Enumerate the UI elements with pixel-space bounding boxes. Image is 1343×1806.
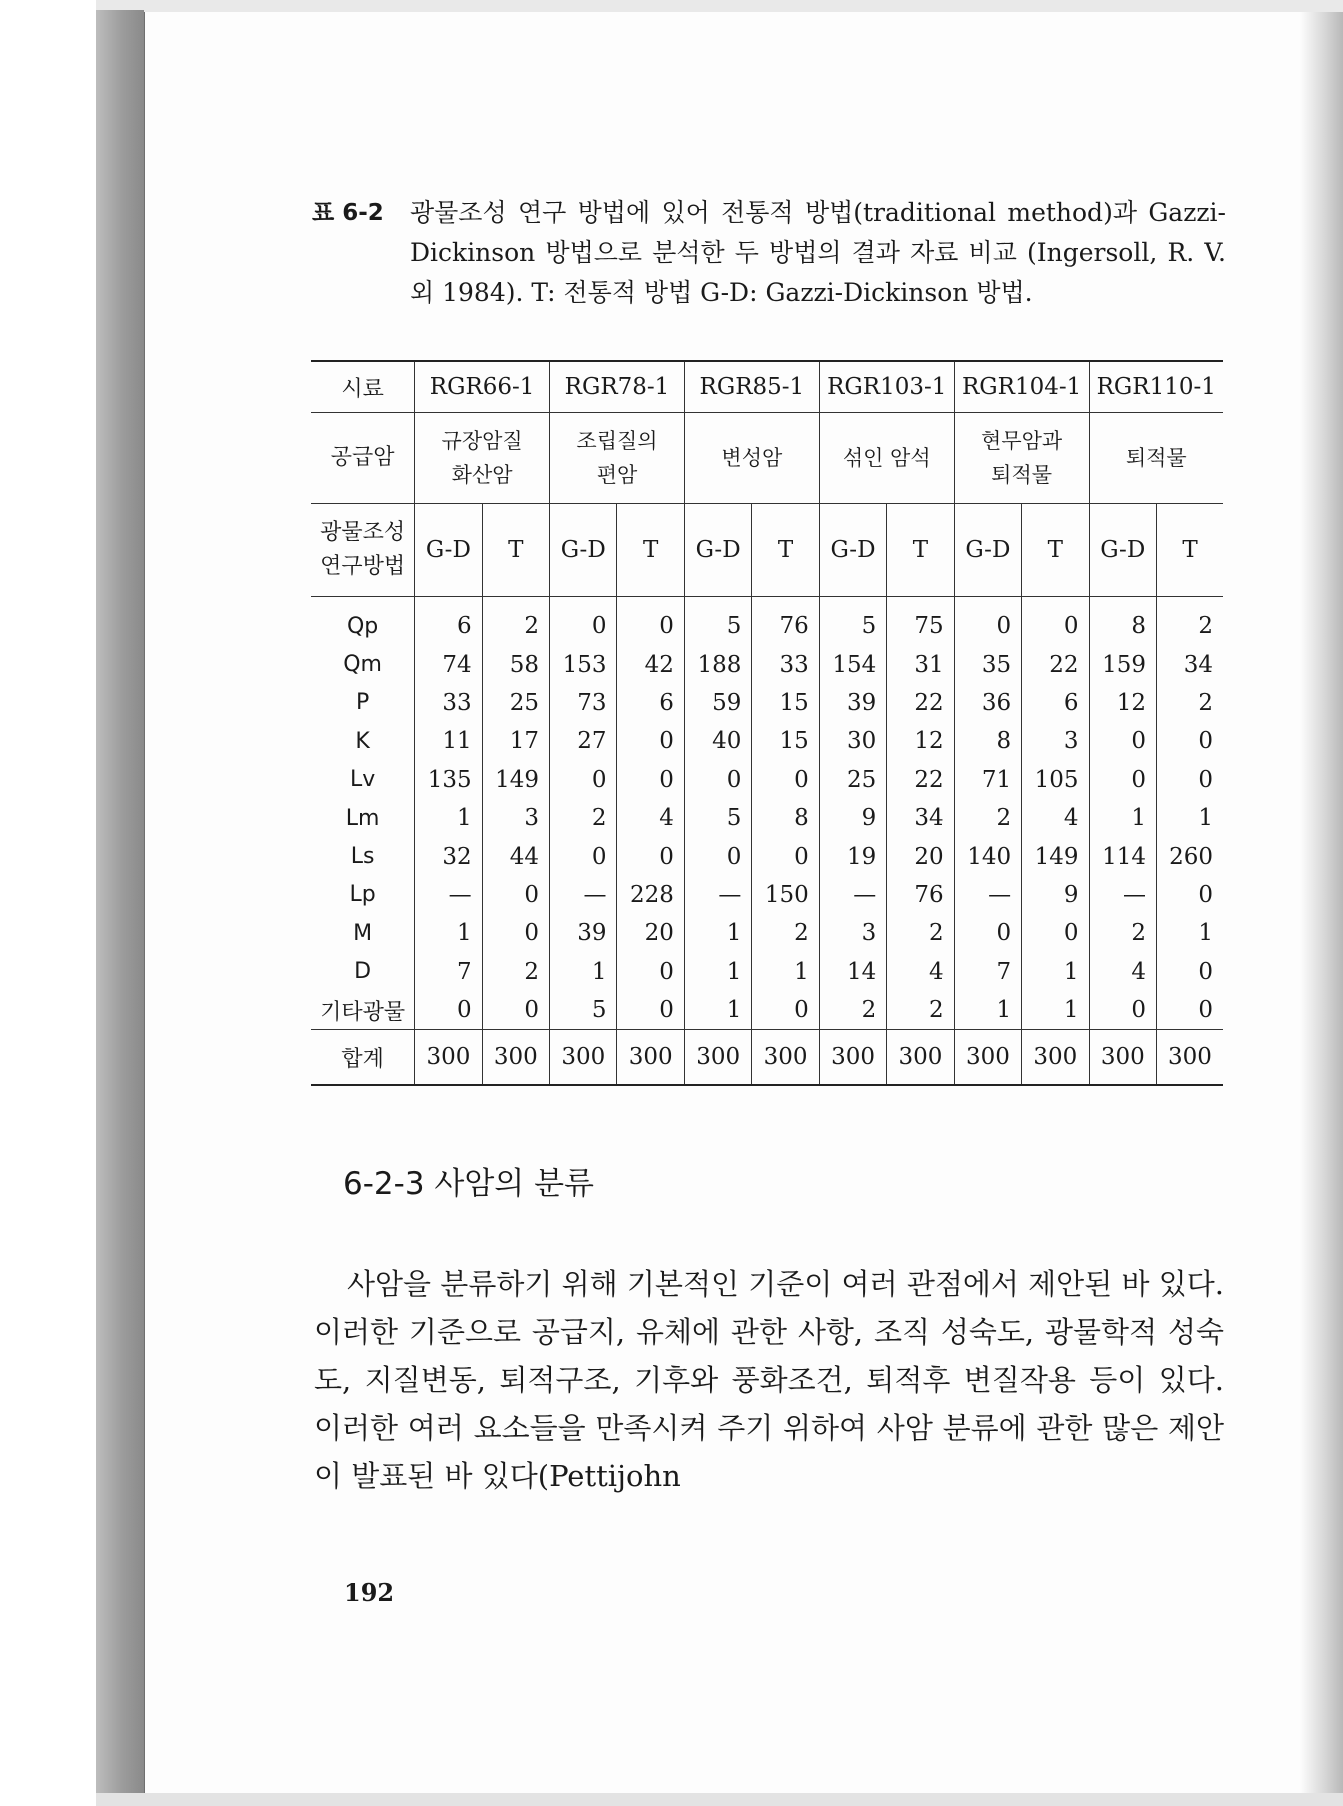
table-cell: 0 (1022, 914, 1089, 952)
table-cell: 1 (1022, 991, 1089, 1030)
mineral-label: 기타광물 (320, 999, 406, 1025)
table-cell: 75 (887, 597, 954, 646)
table-cell: 36 (954, 684, 1021, 722)
table-cell: 1 (1089, 799, 1156, 837)
table-cell: 2 (887, 914, 954, 952)
table-row (311, 645, 1223, 683)
table-cell: 1 (415, 799, 482, 837)
table-cell: 2 (819, 991, 886, 1030)
table-cell: 22 (1022, 645, 1089, 683)
table-cell: 2 (550, 799, 617, 837)
table-cell: 154 (819, 645, 886, 683)
table-cell: 9 (819, 799, 886, 837)
table-cell: 20 (617, 914, 684, 952)
table-cell: — (1089, 876, 1156, 914)
table-cell: 140 (954, 837, 1021, 875)
table-cell: 7 (415, 953, 482, 991)
table-cell: 2 (954, 799, 1021, 837)
total-cell: 300 (482, 1030, 549, 1086)
table-cell: 0 (1156, 722, 1223, 760)
table-cell: 15 (752, 722, 819, 760)
table-cell: 19 (819, 837, 886, 875)
table-cell: 0 (617, 953, 684, 991)
caption-text: 광물조성 연구 방법에 있어 전통적 방법(traditional method)과 Gazzi-Dickinson 방법으로 분석한 두 방법의 결과 자료 비교 (Ingersoll, R. V. 외 1984). T: 전통적 방법 G-D: Gazzi-Dickinson 방법. (410, 198, 1226, 307)
table-cell: 228 (617, 876, 684, 914)
table-cell: 3 (482, 799, 549, 837)
method-header: G-D (954, 504, 1021, 597)
table-cell: 25 (482, 684, 549, 722)
table-cell: 5 (550, 991, 617, 1030)
table-cell: 0 (1156, 953, 1223, 991)
table-cell: 0 (752, 837, 819, 875)
table-cell: 135 (415, 761, 482, 799)
book-bottom-edge (96, 1793, 1343, 1806)
method-header: T (1156, 504, 1223, 597)
total-label: 합계 (311, 1030, 415, 1086)
table-cell: 2 (887, 991, 954, 1030)
book-spine-edge (96, 10, 144, 1795)
source-label: 공급암 (311, 413, 415, 504)
method-header: T (482, 504, 549, 597)
table-cell: 0 (954, 597, 1021, 646)
table-cell: 0 (617, 837, 684, 875)
page-number: 192 (344, 1578, 395, 1607)
table-cell: 0 (482, 914, 549, 952)
table-cell: 58 (482, 645, 549, 683)
table-cell: 4 (1089, 953, 1156, 991)
mineral-label: Lm (345, 805, 380, 831)
table-cell: 0 (415, 991, 482, 1030)
sample-header: RGR110-1 (1089, 361, 1223, 413)
table-cell: 34 (1156, 645, 1223, 683)
table-cell: 0 (482, 991, 549, 1030)
table-cell: 0 (684, 761, 751, 799)
total-cell: 300 (1089, 1030, 1156, 1086)
table-cell: 34 (887, 799, 954, 837)
method-label: 광물조성 연구방법 (311, 504, 415, 597)
table-cell: 20 (887, 837, 954, 875)
table-cell: 12 (1089, 684, 1156, 722)
sample-header: RGR104-1 (954, 361, 1089, 413)
table-cell: 149 (1022, 837, 1089, 875)
method-header: T (1022, 504, 1089, 597)
table-cell: 0 (1156, 991, 1223, 1030)
method-header: G-D (1089, 504, 1156, 597)
table-cell: 11 (415, 722, 482, 760)
method-header: G-D (684, 504, 751, 597)
table-cell: 39 (550, 914, 617, 952)
table-cell: 9 (1022, 876, 1089, 914)
method-header: T (617, 504, 684, 597)
mineral-label: Lv (349, 767, 376, 793)
table-cell: 44 (482, 837, 549, 875)
mineral-label: D (354, 959, 372, 985)
table-cell: — (819, 876, 886, 914)
table-cell: 5 (684, 799, 751, 837)
table-cell: 1 (954, 991, 1021, 1030)
sample-header: RGR78-1 (550, 361, 685, 413)
table-cell: 4 (1022, 799, 1089, 837)
method-header: G-D (415, 504, 482, 597)
table-cell: 15 (752, 684, 819, 722)
table-cell: 2 (752, 914, 819, 952)
source-rock: 현무암과 퇴적물 (954, 413, 1089, 504)
table-cell: 40 (684, 722, 751, 760)
table-cell: 8 (752, 799, 819, 837)
table-cell: 59 (684, 684, 751, 722)
table-cell: 2 (1156, 597, 1223, 646)
table-cell: 105 (1022, 761, 1089, 799)
table-cell: 5 (684, 597, 751, 646)
table-cell: 31 (887, 645, 954, 683)
sample-label: 시료 (311, 361, 415, 413)
page-right-shadow (1300, 12, 1343, 1793)
table-cell: 0 (1022, 597, 1089, 646)
table-cell: 1 (684, 991, 751, 1030)
method-header: T (887, 504, 954, 597)
table-row (311, 722, 1223, 760)
table-cell: 0 (617, 597, 684, 646)
mineral-label: M (353, 920, 373, 946)
table-row (311, 597, 1223, 646)
table-row (311, 876, 1223, 914)
source-rock: 규장암질 화산암 (415, 413, 550, 504)
method-header: G-D (550, 504, 617, 597)
total-cell: 300 (415, 1030, 482, 1086)
table-cell: 1 (752, 953, 819, 991)
table-cell: — (415, 876, 482, 914)
table-cell: 2 (482, 597, 549, 646)
book-top-edge (96, 0, 1343, 12)
section-title: 6-2-3 사암의 분류 (343, 1166, 594, 1202)
table-cell: 0 (482, 876, 549, 914)
table-cell: 0 (752, 761, 819, 799)
table-cell: 0 (1156, 876, 1223, 914)
table-cell: 3 (819, 914, 886, 952)
table-row (311, 684, 1223, 722)
mineral-label: Qp (346, 613, 379, 639)
table-cell: 0 (954, 914, 1021, 952)
table-cell: 6 (617, 684, 684, 722)
table-cell: 188 (684, 645, 751, 683)
sample-header: RGR66-1 (415, 361, 550, 413)
table-cell: 114 (1089, 837, 1156, 875)
table-cell: 2 (1156, 684, 1223, 722)
table-cell: 0 (1089, 761, 1156, 799)
table-cell: 1 (1022, 953, 1089, 991)
table-cell: 25 (819, 761, 886, 799)
table-cell: 1 (684, 914, 751, 952)
table-cell: 27 (550, 722, 617, 760)
mineral-label: Ls (350, 844, 375, 870)
table-cell: 1 (1156, 799, 1223, 837)
table-cell: 74 (415, 645, 482, 683)
mineral-composition-table (311, 360, 1223, 1086)
table-row (311, 991, 1223, 1030)
source-rock: 섞인 암석 (819, 413, 954, 504)
method-header: T (752, 504, 819, 597)
total-cell: 300 (819, 1030, 886, 1086)
table-cell: 73 (550, 684, 617, 722)
mineral-label: Lp (349, 882, 376, 908)
total-cell: 300 (617, 1030, 684, 1086)
table-cell: 0 (684, 837, 751, 875)
total-cell: 300 (1156, 1030, 1223, 1086)
table-cell: 0 (1089, 722, 1156, 760)
table-cell: 3 (1022, 722, 1089, 760)
source-rock: 조립질의 편암 (550, 413, 685, 504)
table-row (311, 953, 1223, 991)
table-cell: 1 (415, 914, 482, 952)
table-cell: 2 (1089, 914, 1156, 952)
table-cell: — (684, 876, 751, 914)
table-cell: 0 (617, 991, 684, 1030)
table-cell: 39 (819, 684, 886, 722)
table-cell: 12 (887, 722, 954, 760)
table-cell: 22 (887, 684, 954, 722)
method-row (311, 504, 1223, 597)
table-cell: 0 (550, 597, 617, 646)
table-cell: — (550, 876, 617, 914)
table-cell: 4 (617, 799, 684, 837)
mineral-label: P (355, 690, 370, 716)
table-cell: 0 (550, 837, 617, 875)
table-cell: 2 (482, 953, 549, 991)
table-cell: 30 (819, 722, 886, 760)
table-cell: 153 (550, 645, 617, 683)
total-cell: 300 (887, 1030, 954, 1086)
table-cell: 8 (954, 722, 1021, 760)
table-cell: 4 (887, 953, 954, 991)
table-cell: 0 (1156, 761, 1223, 799)
total-cell: 300 (1022, 1030, 1089, 1086)
sample-header-row (311, 361, 1223, 413)
table-cell: 0 (550, 761, 617, 799)
total-cell: 300 (954, 1030, 1021, 1086)
source-row (311, 413, 1223, 504)
table-cell: — (954, 876, 1021, 914)
table-cell: 76 (887, 876, 954, 914)
table-cell: 42 (617, 645, 684, 683)
source-rock: 퇴적물 (1089, 413, 1223, 504)
total-cell: 300 (752, 1030, 819, 1086)
total-row (311, 1030, 1223, 1086)
table-row (311, 914, 1223, 952)
body-paragraph: 사암을 분류하기 위해 기본적인 기준이 여러 관점에서 제안된 바 있다. 이러한 기준으로 공급지, 유체에 관한 사항, 조직 성숙도, 광물학적 성숙도, 지질변동, 퇴적구조, 기후와 풍화조건, 퇴적후 변질작용 등이 있다. 이러한 여러 요소들을 만족시켜 주기 위하여 사암 분류에 관한 많은 제안이 발표된 바 있다(Pettijohn (314, 1267, 1224, 1493)
table-cell: 71 (954, 761, 1021, 799)
table-cell: 1 (684, 953, 751, 991)
table-row (311, 837, 1223, 875)
mineral-label: K (355, 728, 370, 754)
table-cell: 0 (617, 722, 684, 760)
table-cell: 149 (482, 761, 549, 799)
table-caption (312, 193, 1226, 313)
table-cell: 1 (550, 953, 617, 991)
table-cell: 35 (954, 645, 1021, 683)
mineral-label: Qm (343, 652, 382, 678)
table-cell: 0 (617, 761, 684, 799)
method-header: G-D (819, 504, 886, 597)
caption-label: 표 6-2 (312, 200, 384, 226)
table-cell: 150 (752, 876, 819, 914)
table-cell: 1 (1156, 914, 1223, 952)
table-cell: 33 (415, 684, 482, 722)
table-cell: 0 (1089, 991, 1156, 1030)
table-cell: 32 (415, 837, 482, 875)
source-rock: 변성암 (684, 413, 819, 504)
table-row (311, 761, 1223, 799)
table-cell: 22 (887, 761, 954, 799)
table-cell: 6 (415, 597, 482, 646)
table-cell: 17 (482, 722, 549, 760)
table-cell: 76 (752, 597, 819, 646)
table-row (311, 799, 1223, 837)
total-cell: 300 (684, 1030, 751, 1086)
table-cell: 5 (819, 597, 886, 646)
table-cell: 159 (1089, 645, 1156, 683)
sample-header: RGR85-1 (684, 361, 819, 413)
table-cell: 7 (954, 953, 1021, 991)
sample-header: RGR103-1 (819, 361, 954, 413)
table-cell: 260 (1156, 837, 1223, 875)
table-cell: 0 (752, 991, 819, 1030)
table-cell: 8 (1089, 597, 1156, 646)
table-cell: 6 (1022, 684, 1089, 722)
table-cell: 14 (819, 953, 886, 991)
table-cell: 33 (752, 645, 819, 683)
total-cell: 300 (550, 1030, 617, 1086)
